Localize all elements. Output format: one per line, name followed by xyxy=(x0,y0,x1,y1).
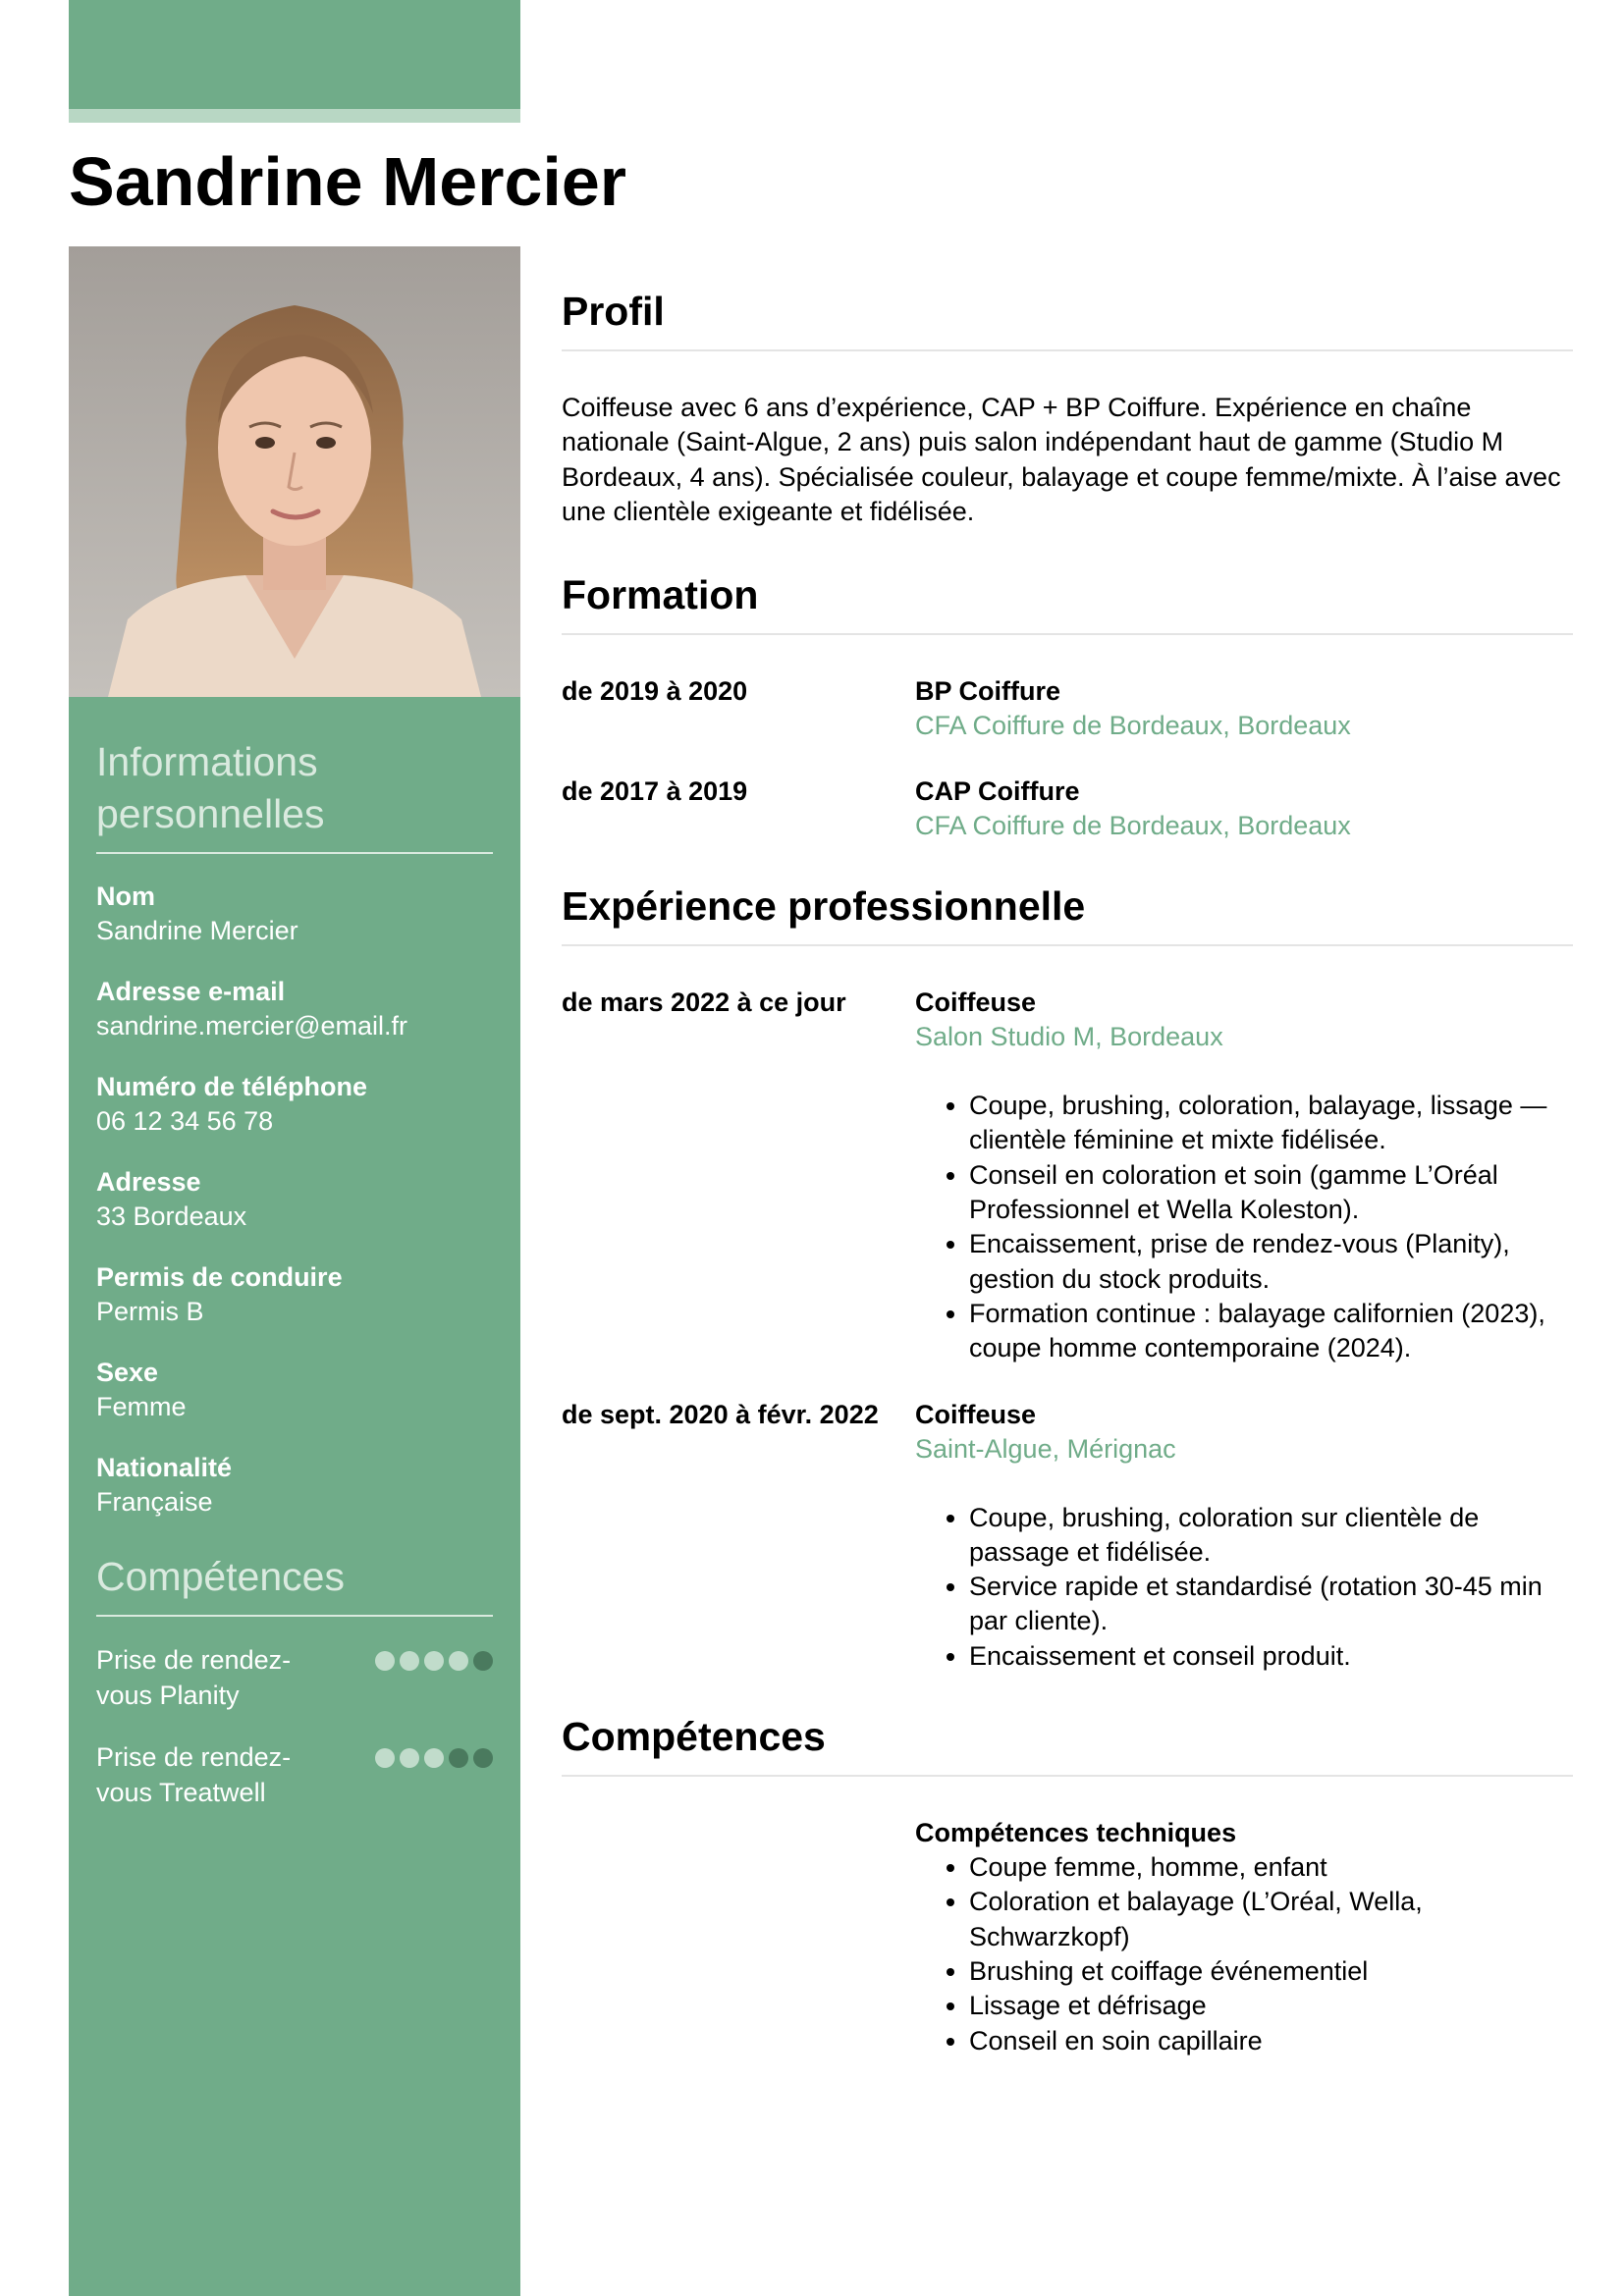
list-item: • Coupe, brushing, coloration sur clientèle de passage et fidélisée. xyxy=(969,1501,1573,1571)
experience-bullets xyxy=(915,1089,1573,1365)
main-content xyxy=(562,280,1573,2058)
skill-rating xyxy=(375,1748,493,1768)
sidebar-skills-divider xyxy=(96,1615,493,1617)
rating-dot-filled xyxy=(375,1651,395,1671)
section-divider xyxy=(562,1775,1573,1777)
experience-section xyxy=(562,875,1573,1674)
info-item xyxy=(96,1165,493,1234)
phone-value: 06 12 34 56 78 xyxy=(96,1106,274,1136)
experience-entry xyxy=(562,1398,1573,1674)
rating-dot-filled xyxy=(375,1748,395,1768)
info-value: Femme xyxy=(96,1392,187,1421)
section-divider xyxy=(562,349,1573,351)
entry-date: de sept. 2020 à févr. 2022 xyxy=(562,1399,879,1429)
info-value: Sandrine Mercier xyxy=(96,916,298,945)
skills-section xyxy=(562,1705,1573,2058)
experience-bullets xyxy=(915,1501,1573,1674)
rating-dot-filled xyxy=(449,1651,468,1671)
personal-info-divider xyxy=(96,852,493,854)
education-section xyxy=(562,563,1573,843)
info-label: Permis de conduire xyxy=(96,1262,343,1292)
info-label: Sexe xyxy=(96,1358,159,1387)
rating-dot-empty xyxy=(473,1748,493,1768)
rating-dot-filled xyxy=(400,1651,419,1671)
entry-title: Coiffeuse xyxy=(915,1399,1037,1429)
entry-employer: Saint-Algue, Mérignac xyxy=(915,1433,1176,1464)
rating-dot-empty xyxy=(449,1748,468,1768)
sidebar-top-stripe xyxy=(69,109,520,123)
address-value: 33 Bordeaux xyxy=(96,1201,247,1231)
entry-employer: Salon Studio M, Bordeaux xyxy=(915,1022,1223,1052)
info-label: Adresse xyxy=(96,1167,201,1197)
entry-title: Coiffeuse xyxy=(915,988,1037,1018)
email-value: sandrine.mercier@email.fr xyxy=(96,1011,407,1041)
skill-row xyxy=(96,1739,493,1810)
entry-date: de 2019 à 2020 xyxy=(562,676,748,707)
list-item: • Coupe, brushing, coloration, balayage, lissage — clientèle féminine et mixte fidélisée. xyxy=(969,1089,1573,1158)
info-label: Nom xyxy=(96,881,155,911)
section-divider xyxy=(562,944,1573,946)
list-item: • Encaissement et conseil produit. xyxy=(969,1639,1573,1674)
profile-heading: Profil xyxy=(562,289,665,334)
skill-label: Prise de rendez-vous Treatwell xyxy=(96,1742,292,1807)
entry-title: CAP Coiffure xyxy=(915,776,1080,807)
list-item: • Conseil en coloration et soin (gamme L’Oréal Professionnel et Wella Koleston). xyxy=(969,1158,1573,1228)
section-divider xyxy=(562,633,1573,635)
entry-title: BP Coiffure xyxy=(915,676,1061,707)
entry-date: de mars 2022 à ce jour xyxy=(562,988,846,1018)
skills-list xyxy=(915,1850,1573,2058)
rating-dot-filled xyxy=(424,1651,444,1671)
list-item: • Encaissement, prise de rendez-vous (Planity), gestion du stock produits. xyxy=(969,1227,1573,1297)
experience-entry xyxy=(562,986,1573,1365)
list-item: • Conseil en soin capillaire xyxy=(969,2024,1573,2058)
profile-text: Coiffeuse avec 6 ans d’expérience, CAP + BP Coiffure. Expérience en chaîne nationale (Saint-Algue, 2 ans) puis salon indépendant haut de gamme (Studio M Bordeaux, 4 ans). Spécialisée couleur, balayage et coupe femme/mixte. À l’aise avec une clientèle exigeante et fidélisée. xyxy=(562,393,1561,526)
entry-institution: CFA Coiffure de Bordeaux, Bordeaux xyxy=(915,811,1351,841)
rating-dot-empty xyxy=(473,1651,493,1671)
rating-dot-filled xyxy=(424,1748,444,1768)
info-item xyxy=(96,1451,493,1520)
info-item xyxy=(96,880,493,948)
personal-info-heading: Informations personnelles xyxy=(96,739,325,836)
info-item xyxy=(96,1356,493,1424)
skill-rating xyxy=(375,1651,493,1671)
rating-dot-filled xyxy=(400,1748,419,1768)
skills-heading: Compétences xyxy=(562,1714,826,1760)
info-label: Adresse e-mail xyxy=(96,977,286,1006)
sidebar xyxy=(69,246,520,2296)
info-label: Numéro de téléphone xyxy=(96,1072,368,1101)
candidate-name: Sandrine Mercier xyxy=(69,143,626,220)
skill-label: Prise de rendez-vous Planity xyxy=(96,1645,292,1710)
skills-group-title: Compétences techniques xyxy=(915,1818,1237,1848)
profile-section xyxy=(562,280,1573,529)
education-heading: Formation xyxy=(562,572,759,618)
experience-heading: Expérience professionnelle xyxy=(562,883,1086,930)
list-item: • Brushing et coiffage événementiel xyxy=(969,1954,1573,1989)
info-value: Permis B xyxy=(96,1297,204,1326)
entry-institution: CFA Coiffure de Bordeaux, Bordeaux xyxy=(915,711,1351,741)
entry-date: de 2017 à 2019 xyxy=(562,776,748,807)
info-item xyxy=(96,1260,493,1329)
list-item: • Coupe femme, homme, enfant xyxy=(969,1850,1573,1885)
list-item: • Lissage et défrisage xyxy=(969,1989,1573,2023)
list-item: • Coloration et balayage (L’Oréal, Wella, Schwarzkopf) xyxy=(969,1885,1573,1954)
portrait-photo-icon xyxy=(69,246,520,697)
info-item xyxy=(96,1070,493,1139)
info-value: Française xyxy=(96,1487,213,1517)
education-entry xyxy=(562,674,1573,743)
skill-row xyxy=(96,1642,493,1713)
education-entry xyxy=(562,774,1573,843)
list-item: • Formation continue : balayage californien (2023), coupe homme contemporaine (2024). xyxy=(969,1297,1573,1366)
sidebar-top-band xyxy=(69,0,520,109)
list-item: • Service rapide et standardisé (rotation 30-45 min par cliente). xyxy=(969,1570,1573,1639)
info-item xyxy=(96,975,493,1043)
sidebar-skills-heading: Compétences xyxy=(96,1554,345,1599)
info-label: Nationalité xyxy=(96,1453,233,1482)
